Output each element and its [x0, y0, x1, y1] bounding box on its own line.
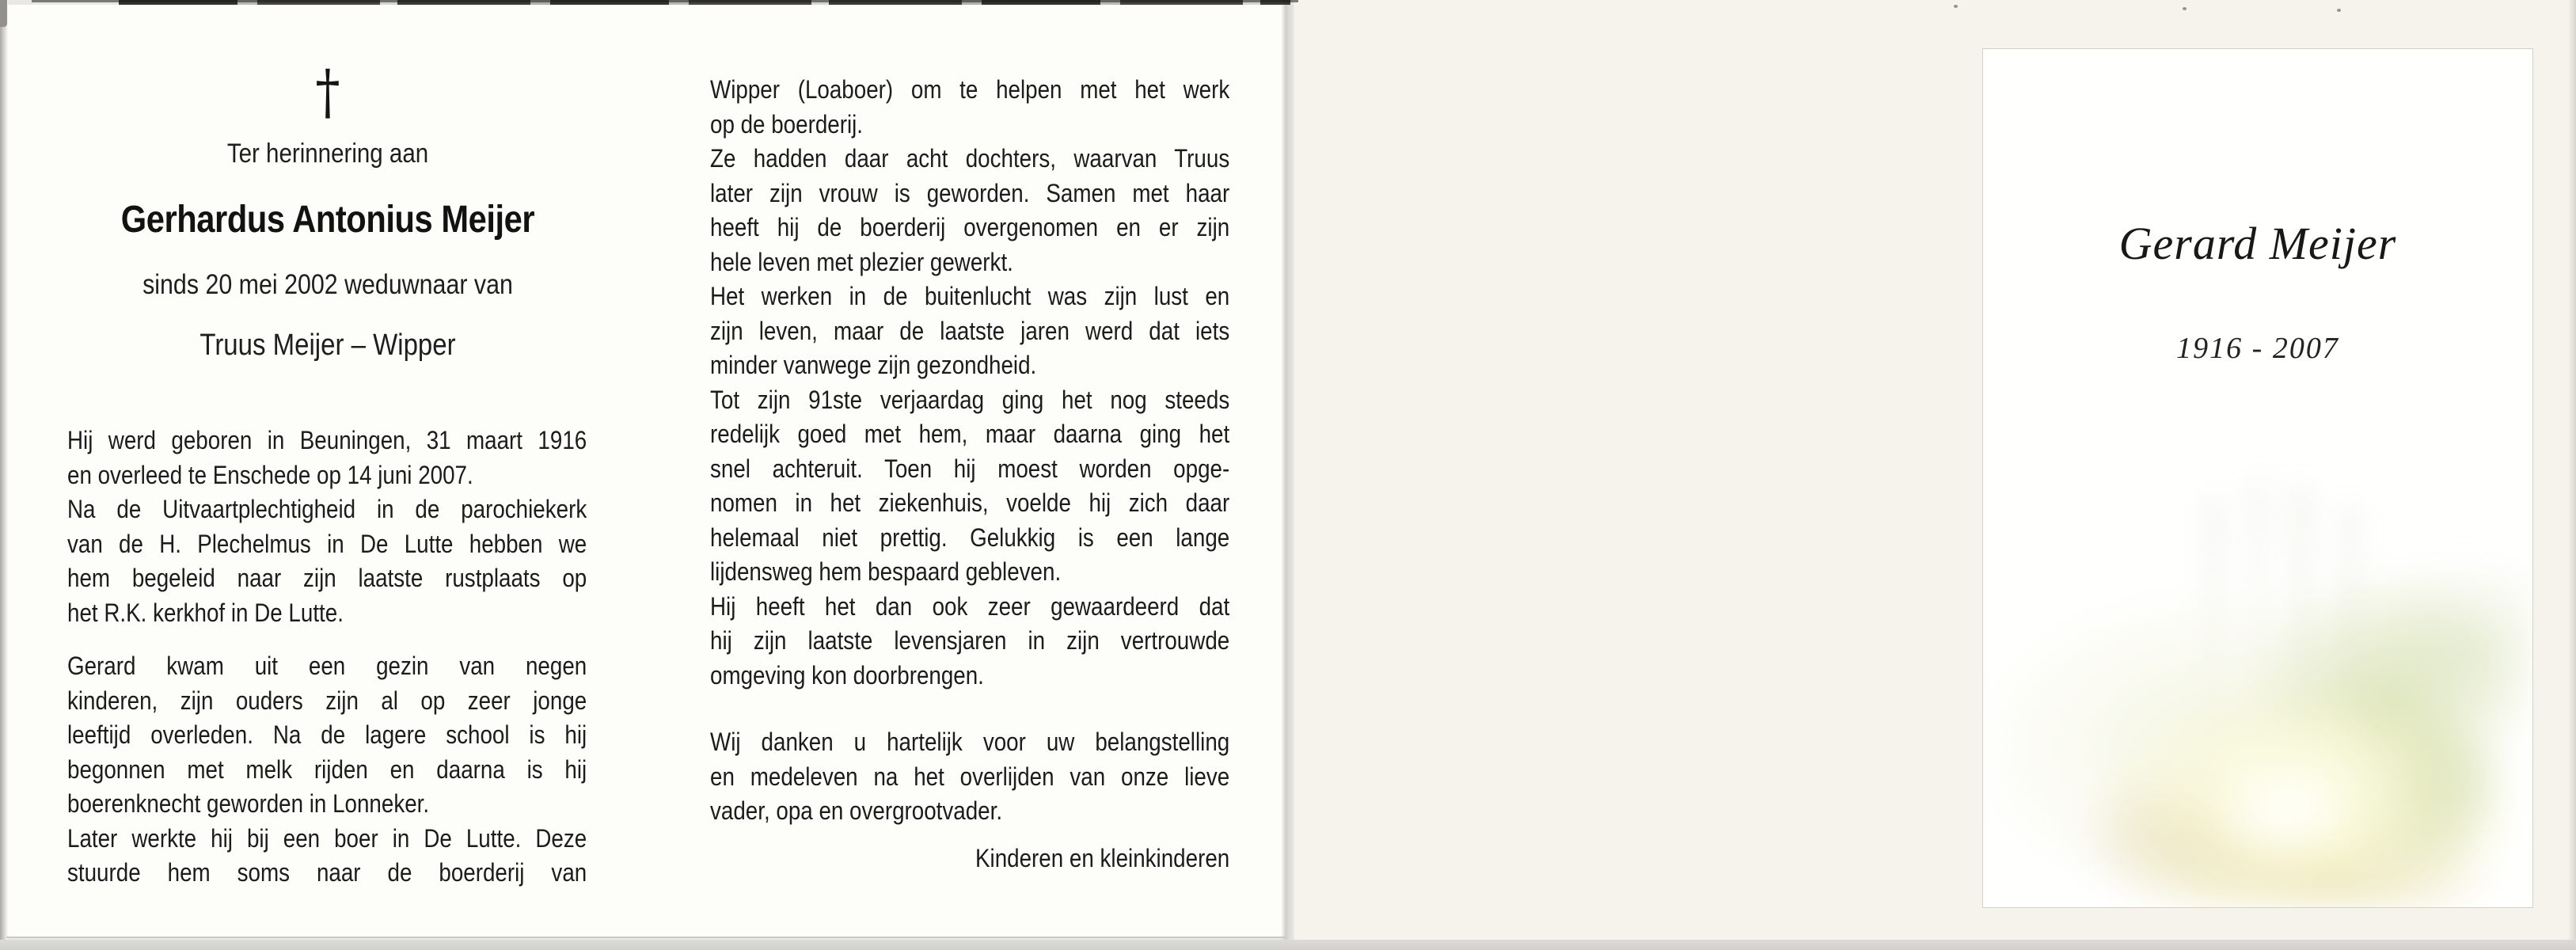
- text-line: Wipper (Loaboer) om te helpen met het werk: [710, 75, 1230, 104]
- text-line: Later werkte hij bij een boer in De Lutte. Deze: [67, 823, 587, 853]
- text-line: het R.K. kerkhof in De Lutte.: [67, 598, 344, 627]
- text-line: Gerard kwam uit een gezin van negen: [67, 652, 587, 680]
- memorial-intro-line: Ter herinnering aan: [226, 139, 429, 169]
- scan-speck: [1954, 5, 1958, 8]
- text-line: boerenknecht geworden in Lonneker.: [67, 789, 430, 818]
- text-line: vader, opa en overgrootvader.: [710, 796, 1003, 825]
- signature-line: Kinderen en kleinkinderen: [975, 843, 1230, 872]
- left-page-bottom-edge: [6, 937, 1286, 938]
- text-line: lijdensweg hem bespaard gebleven.: [710, 557, 1062, 586]
- spouse-name: Truus Meijer – Wipper: [199, 329, 456, 362]
- scan-left-edge: [0, 0, 8, 950]
- cross-icon: †: [315, 56, 340, 127]
- text-line: nomen in het ziekenhuis, voelde hij zich daar: [710, 488, 1230, 517]
- text-line: helemaal niet prettig. Gelukkig is een lange: [710, 522, 1230, 552]
- text-line: hij zijn laatste levensjaren in zijn vertrouwde: [710, 626, 1230, 655]
- text-line: Tot zijn 91ste verjaardag ging het nog steeds: [710, 385, 1230, 414]
- text-line: begonnen met melk rijden en daarna is hij: [67, 754, 587, 784]
- deceased-name: Gerhardus Antonius Meijer: [120, 199, 535, 241]
- text-line: later zijn vrouw is geworden. Samen met haar: [710, 178, 1230, 207]
- obituary-column-2: [710, 73, 1309, 876]
- text-line: hem begeleid naar zijn laatste rustplaats op: [67, 564, 587, 592]
- obituary-column-1: [67, 424, 666, 891]
- text-line: Hij werd geboren in Beuningen, 31 maart 1916: [67, 426, 587, 454]
- text-line: kinderen, zijn ouders zijn al op zeer jonge: [67, 686, 587, 715]
- text-line: Na de Uitvaartplechtigheid in de parochiekerk: [67, 495, 587, 523]
- text-line: Ze hadden daar acht dochters, waarvan Truus: [710, 144, 1230, 173]
- text-line: omgeving kon doorbrengen.: [710, 660, 984, 690]
- paragraph: [67, 649, 666, 891]
- watercolor-forest-path-image: [1983, 461, 2532, 907]
- text-line: leeftijd overleden. Na de lagere school is hij: [67, 720, 587, 749]
- text-line: minder vanwege zijn gezondheid.: [710, 351, 1037, 379]
- paragraph: [710, 725, 1309, 829]
- scan-top-edge-marks: [119, 0, 1290, 5]
- text-line: heeft hij de boerderij overgenomen en er zijn: [710, 213, 1230, 241]
- text-line: Het werken in de buitenlucht was zijn lust en: [710, 282, 1230, 310]
- widower-line: sinds 20 mei 2002 weduwnaar van: [142, 269, 513, 300]
- scan-right-edge: [2568, 0, 2576, 950]
- text-line: op de boerderij.: [710, 109, 864, 139]
- scan-speck: [2337, 9, 2341, 12]
- text-line: stuurde hem soms naar de boerderij van: [67, 858, 587, 887]
- text-line: hele leven met plezier gewerkt.: [710, 247, 1013, 276]
- text-line: en overleed te Enschede op 14 juni 2007.: [67, 460, 473, 489]
- scan-bottom-edge: [0, 940, 2576, 950]
- text-line: en medeleven na het overlijden van onze lieve: [710, 762, 1230, 791]
- scan-corner-mark: [0, 0, 7, 27]
- card-name-script: Gerard Meijer: [2118, 218, 2397, 269]
- text-line: van de H. Plechelmus in De Lutte hebben we: [67, 529, 587, 558]
- front-card: [1982, 48, 2533, 908]
- scan-speck: [2183, 7, 2187, 10]
- text-line: snel achteruit. Toen hij moest worden opge-: [710, 454, 1230, 483]
- life-years: 1916 - 2007: [2176, 332, 2339, 365]
- paragraph: [67, 424, 666, 630]
- text-line: Hij heeft het dan ook zeer gewaardeerd dat: [710, 591, 1230, 621]
- text-line: zijn leven, maar de laatste jaren werd dat iets: [710, 316, 1230, 345]
- paragraph: [710, 73, 1309, 693]
- paragraph: [710, 842, 1309, 876]
- text-line: Wij danken u hartelijk voor uw belangstelling: [710, 728, 1230, 756]
- text-line: redelijk goed met hem, maar daarna ging het: [710, 420, 1230, 448]
